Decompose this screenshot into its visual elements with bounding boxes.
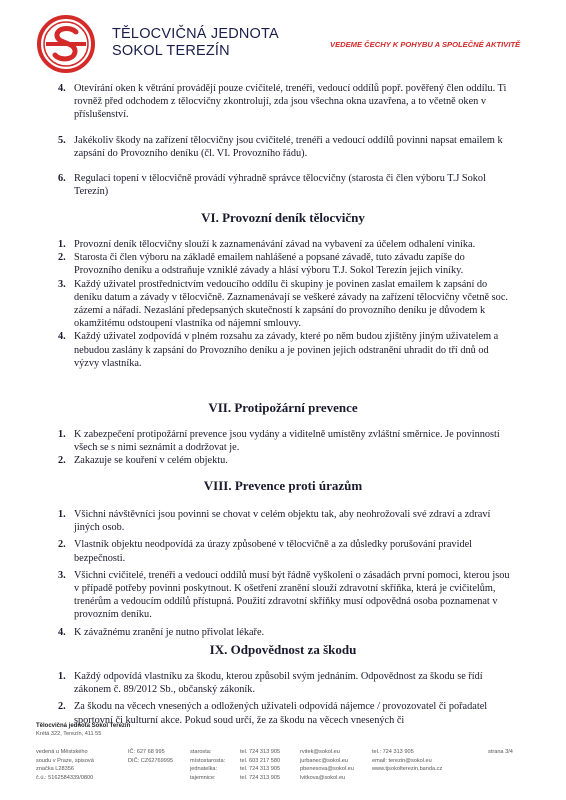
item-text: Všichni návštěvníci jsou povinni se chovat v celém objektu tak, aby neohrožovali své zdraví a zdraví jiných osob. [74, 509, 491, 534]
section-list [58, 428, 510, 468]
section-title: VII. Protipožární prevence [208, 400, 358, 415]
org-name-line2: SOKOL TEREZÍN [112, 43, 230, 59]
footer-line: tel. 603 217 580 [240, 757, 281, 764]
rules-list-continued [58, 82, 510, 198]
item-number: 4. [58, 83, 66, 94]
item-text: Každý uživatel prostřednictvím vedoucího oddílu či skupiny je povinen zaslat emailem k zapsání do deníku datum a závady v tělocvičně. Zaznamenávají se veškeré závady na zařízení tělocvičny včetně soc. zázemí a nářadí. Nezaslání předepsaných skutečností k zapsání do provozního deníku je důvodem k okamžitému odstoupení vlastníka od nájemní smlouvy. [74, 278, 508, 330]
list-item [58, 428, 510, 454]
list-item [58, 454, 510, 467]
item-text: Zakazuje se kouření v celém objektu. [74, 455, 228, 467]
footer-address: Krétá 322, Terezín, 411 55 [36, 731, 102, 737]
item-text: Každý uživatel zodpovídá v plném rozsahu za závady, které po něm budou zjištěny jiným uživatelem a nebudou zaslány k zapsání do Provozního deníku a je povinen jejich odstranění uhradit do tří dnů od výzvy vlastníka. [74, 331, 499, 369]
item-text: Vlastník objektu neodpovídá za úrazy způsobené v tělocvičně a za důsledky porušování pravidel bezpečnosti. [74, 539, 473, 564]
page-number: strana 3/4 [488, 749, 513, 755]
footer-line: jurbanec@sokol.eu [300, 757, 348, 764]
list-item [58, 172, 510, 198]
section-list [58, 238, 510, 370]
footer-line: starosta: [190, 749, 212, 755]
footer-line: značka L28356 [36, 766, 74, 773]
item-number: 1. [58, 509, 66, 520]
item-number: 2. [58, 252, 66, 264]
list-item [58, 626, 510, 639]
footer-line: tel.: 724 313 905 [372, 749, 414, 755]
footer-line: tel. 724 313 905 [240, 749, 281, 755]
list-item [58, 670, 510, 696]
list-item [58, 238, 510, 251]
list-item [58, 134, 510, 160]
item-number: 5. [58, 134, 66, 146]
footer-contact [372, 748, 442, 774]
footer-line: pbenesova@sokol.eu [300, 766, 354, 773]
item-number: 6. [58, 173, 66, 185]
item-text: K zabezpečení protipožární prevence jsou vydány a viditelně umístěny zvláštní směrnice. Je povinností všech se s nimi seznámit a dodržovat je. [74, 429, 500, 454]
footer-line: www.tjsokolterezin.banda.cz [372, 766, 443, 773]
footer-line: vedená u Městského [36, 749, 88, 755]
item-number: 1. [58, 671, 66, 682]
item-text: Provozní deník tělocvičny slouží k zaznamenávání závad na vybavení za účelem odhalení viníka. [74, 239, 476, 250]
item-number: 4. [58, 626, 66, 638]
footer-line: tel. 724 313 905 [240, 766, 281, 773]
footer-line: lvitkova@sokol.eu [300, 774, 346, 781]
item-text: K závažnému zranění je nutno přivolat lékaře. [74, 626, 265, 638]
section-title: VIII. Prevence proti úrazům [203, 478, 363, 493]
footer-roles [190, 748, 225, 782]
item-number: 1. [58, 429, 66, 440]
item-text: Starosta či člen výboru na základě emailem nahlášené a popsané závadě, tuto závadu zapíše do Provozního deníku a odstraňuje vzniklé závady a hlásí výboru T.J. Sokol Terezín jejich viníky. [74, 252, 465, 277]
footer-phones [240, 748, 280, 782]
page-header [0, 0, 566, 78]
organization-name [112, 26, 279, 60]
footer-line: rvitek@sokol.eu [300, 749, 340, 755]
item-text: Jakékoliv škody na zařízení tělocvičny jsou cvičitelé, trenéři a vedoucí oddílů povinni napsat emailem k zapsání do Provozního deníku (čl. VI. Provozního řádu). [74, 134, 503, 159]
item-text: Každý odpovídá vlastníku za škodu, kterou způsobil svým jednáním. Odpovědnost za škodu se řídí zákonem č. 89/2012 Sb., občanský zákoník. [74, 671, 483, 696]
list-item [58, 251, 510, 277]
item-text: Za škodu na věcech vnesených a odložených uživateli odpovídá nájemce / provozovatel či pořadatel sportovní či kulturní akce. Pokud soud určí, že za škodu na věcech vnesených či [74, 701, 488, 726]
footer-line: DIČ: CZ62769995 [128, 757, 174, 764]
org-name-line1: TĚLOCVIČNÁ JEDNOTA [112, 26, 279, 42]
footer-line: IČ: 627 68 995 [128, 749, 165, 755]
item-number: 2. [58, 701, 66, 713]
footer-line: č.ú.: 5162584339/0800 [36, 774, 94, 781]
footer-line: místostarosta: [190, 757, 226, 764]
footer-line: email: terezin@sokol.eu [372, 757, 432, 764]
item-number: 3. [58, 569, 66, 581]
section-list [58, 508, 510, 639]
footer-ids [128, 748, 173, 765]
item-number: 4. [58, 331, 66, 343]
list-item [58, 330, 510, 370]
item-text: Regulaci topení v tělocvičně provádí výhradně správce tělocvičny (starosta či člen výboru T.J Sokol Terezín) [74, 173, 486, 198]
footer-line: jednatelka: [190, 766, 218, 773]
page-footer [0, 720, 566, 800]
footer-line: soudu v Praze, spisová [36, 757, 94, 764]
tagline: VEDEME ČECHY K POHYBU A SPOLEČNÉ AKTIVITĚ [330, 40, 521, 49]
list-item [58, 82, 510, 122]
sokol-logo-icon [36, 14, 96, 74]
footer-registration [36, 748, 94, 782]
list-item [58, 538, 510, 564]
item-text: Všichni cvičitelé, trenéři a vedoucí oddílů musí být řádně vyškoleni o zásadách první pomoci, kterou jsou v případě potřeby povinni poskytnout. K ošetření zranění slouží zdravotní skříňka, která je cvičitelům, trenérům a vedoucím oddílů přístupná. Použití zdravotní skříňky musí odpovědná osoba poznamenat v provozním deníku. [74, 569, 510, 621]
list-item [58, 278, 510, 331]
item-number: 2. [58, 539, 66, 551]
footer-emails [300, 748, 354, 782]
section-title: VI. Provozní deník tělocvičny [201, 210, 365, 225]
footer-line: tajemnice: [190, 774, 216, 781]
footer-line: tel. 724 313 905 [240, 774, 281, 781]
item-number: 1. [58, 239, 66, 250]
footer-org-name: Tělocvičná jednota Sokol Terezín [36, 723, 131, 729]
item-number: 3. [58, 278, 66, 290]
section-title: IX. Odpovědnost za škodu [209, 642, 357, 657]
list-item [58, 508, 510, 534]
item-number: 2. [58, 455, 66, 467]
item-text: Otevírání oken k větrání provádějí pouze cvičitelé, trenéři, vedoucí oddílů popř. pověřený člen oddílu. Ti rovněž před odchodem z tělocvičny zkontrolují, zda jsou všechna okna uzavřena, a to včetně oken v příslušenství. [74, 83, 507, 121]
section-list [58, 670, 510, 727]
list-item [58, 569, 510, 622]
